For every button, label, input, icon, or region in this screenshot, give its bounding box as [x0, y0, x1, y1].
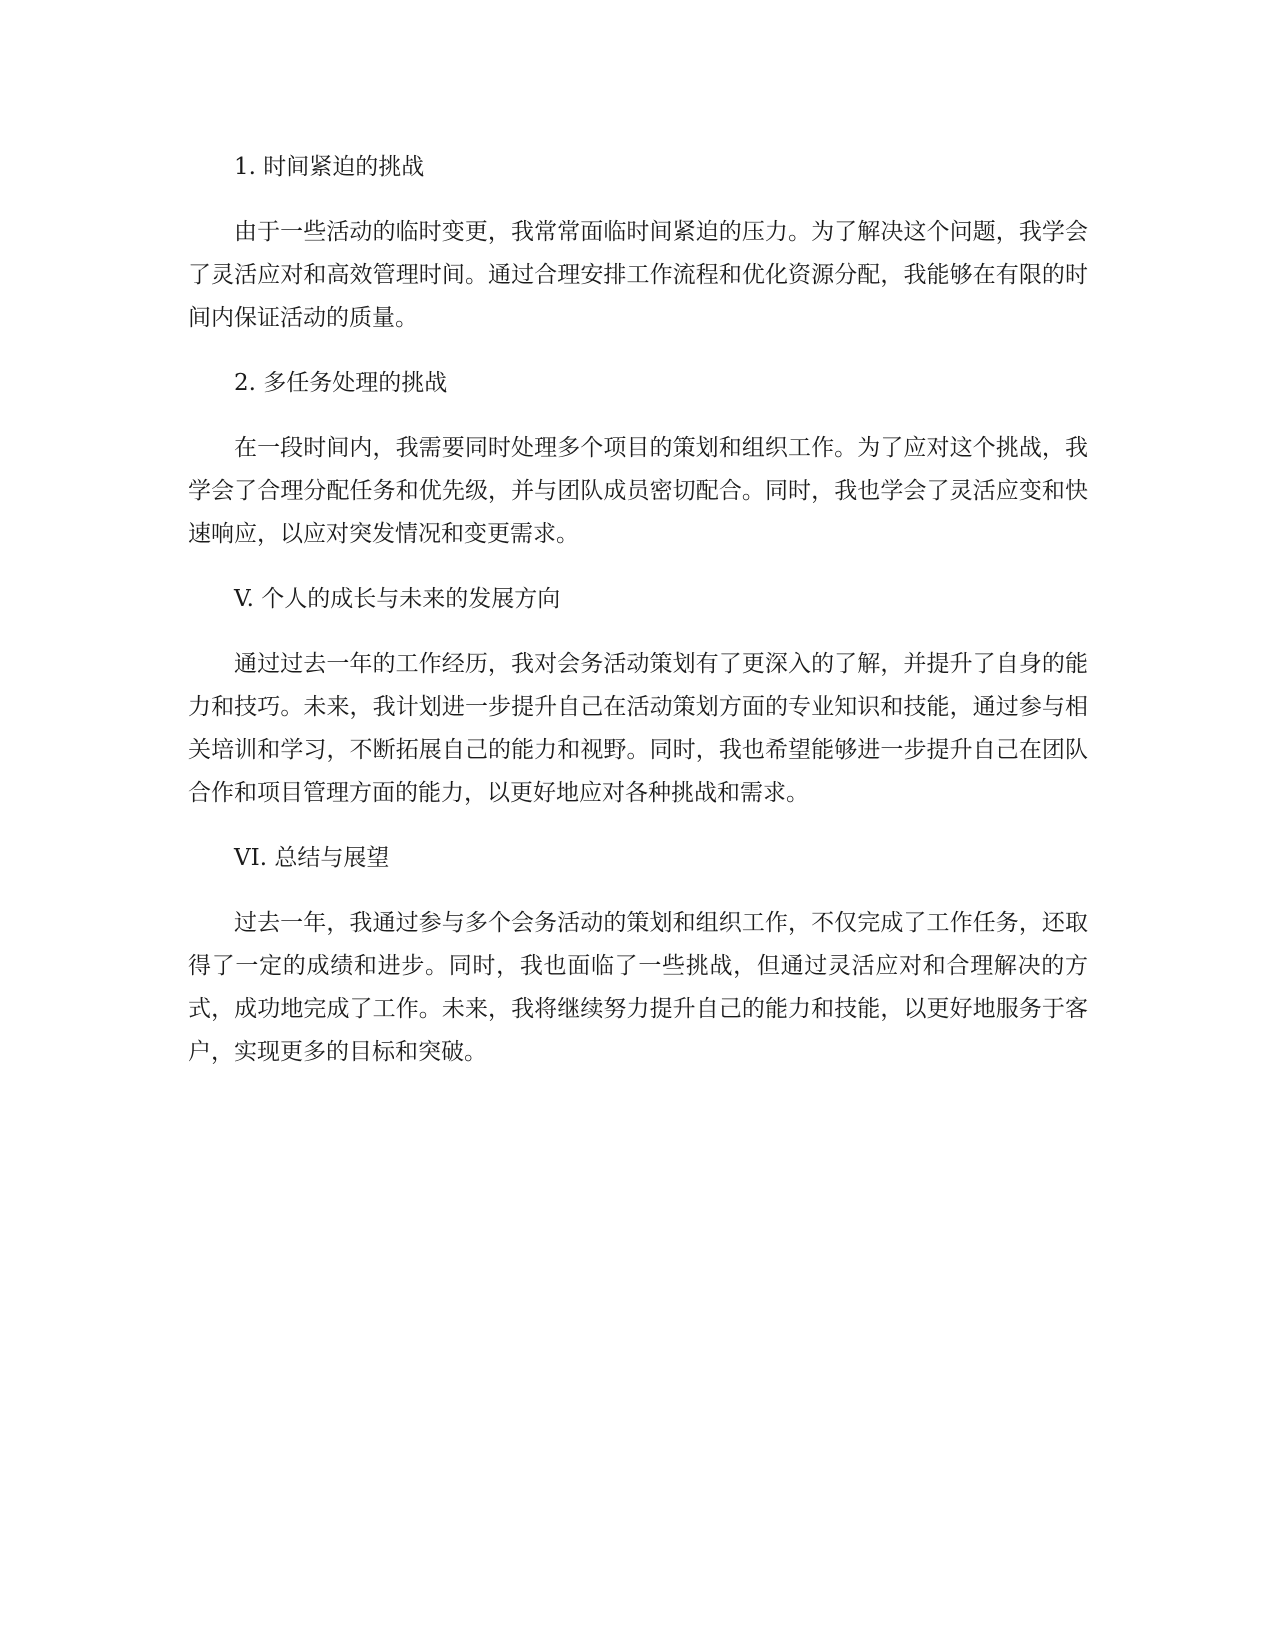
section-paragraph-summary: 过去一年，我通过参与多个会务活动的策划和组织工作，不仅完成了工作任务，还取得了一定的成绩和进步。同时，我也面临了一些挑战，但通过灵活应对和合理解决的方式，成功地完成了工作。未来，我将继续努力提升自己的能力和技能，以更好地服务于客户，实现更多的目标和突破。 [188, 910, 1088, 1065]
section-heading-summary: VI. 总结与展望 [234, 845, 390, 871]
section-paragraph-growth: 通过过去一年的工作经历，我对会务活动策划有了更深入的了解，并提升了自身的能力和技巧。未来，我计划进一步提升自己在活动策划方面的专业知识和技能，通过参与相关培训和学习，不断拓展自己的能力和视野。同时，我也希望能够进一步提升自己在团队合作和项目管理方面的能力，以更好地应对各种挑战和需求。 [188, 651, 1088, 806]
section-heading-growth: V. 个人的成长与未来的发展方向 [234, 586, 561, 612]
document-body [188, 146, 1088, 1096]
section-heading-multitasking: 2. 多任务处理的挑战 [234, 370, 448, 396]
section-paragraph-multitasking: 在一段时间内，我需要同时处理多个项目的策划和组织工作。为了应对这个挑战，我学会了合理分配任务和优先级，并与团队成员密切配合。同时，我也学会了灵活应变和快速响应，以应对突发情况和变更需求。 [188, 435, 1088, 547]
section-heading-time-pressure: 1. 时间紧迫的挑战 [234, 154, 425, 180]
section-paragraph-time-pressure: 由于一些活动的临时变更，我常常面临时间紧迫的压力。为了解决这个问题，我学会了灵活应对和高效管理时间。通过合理安排工作流程和优化资源分配，我能够在有限的时间内保证活动的质量。 [188, 219, 1088, 331]
